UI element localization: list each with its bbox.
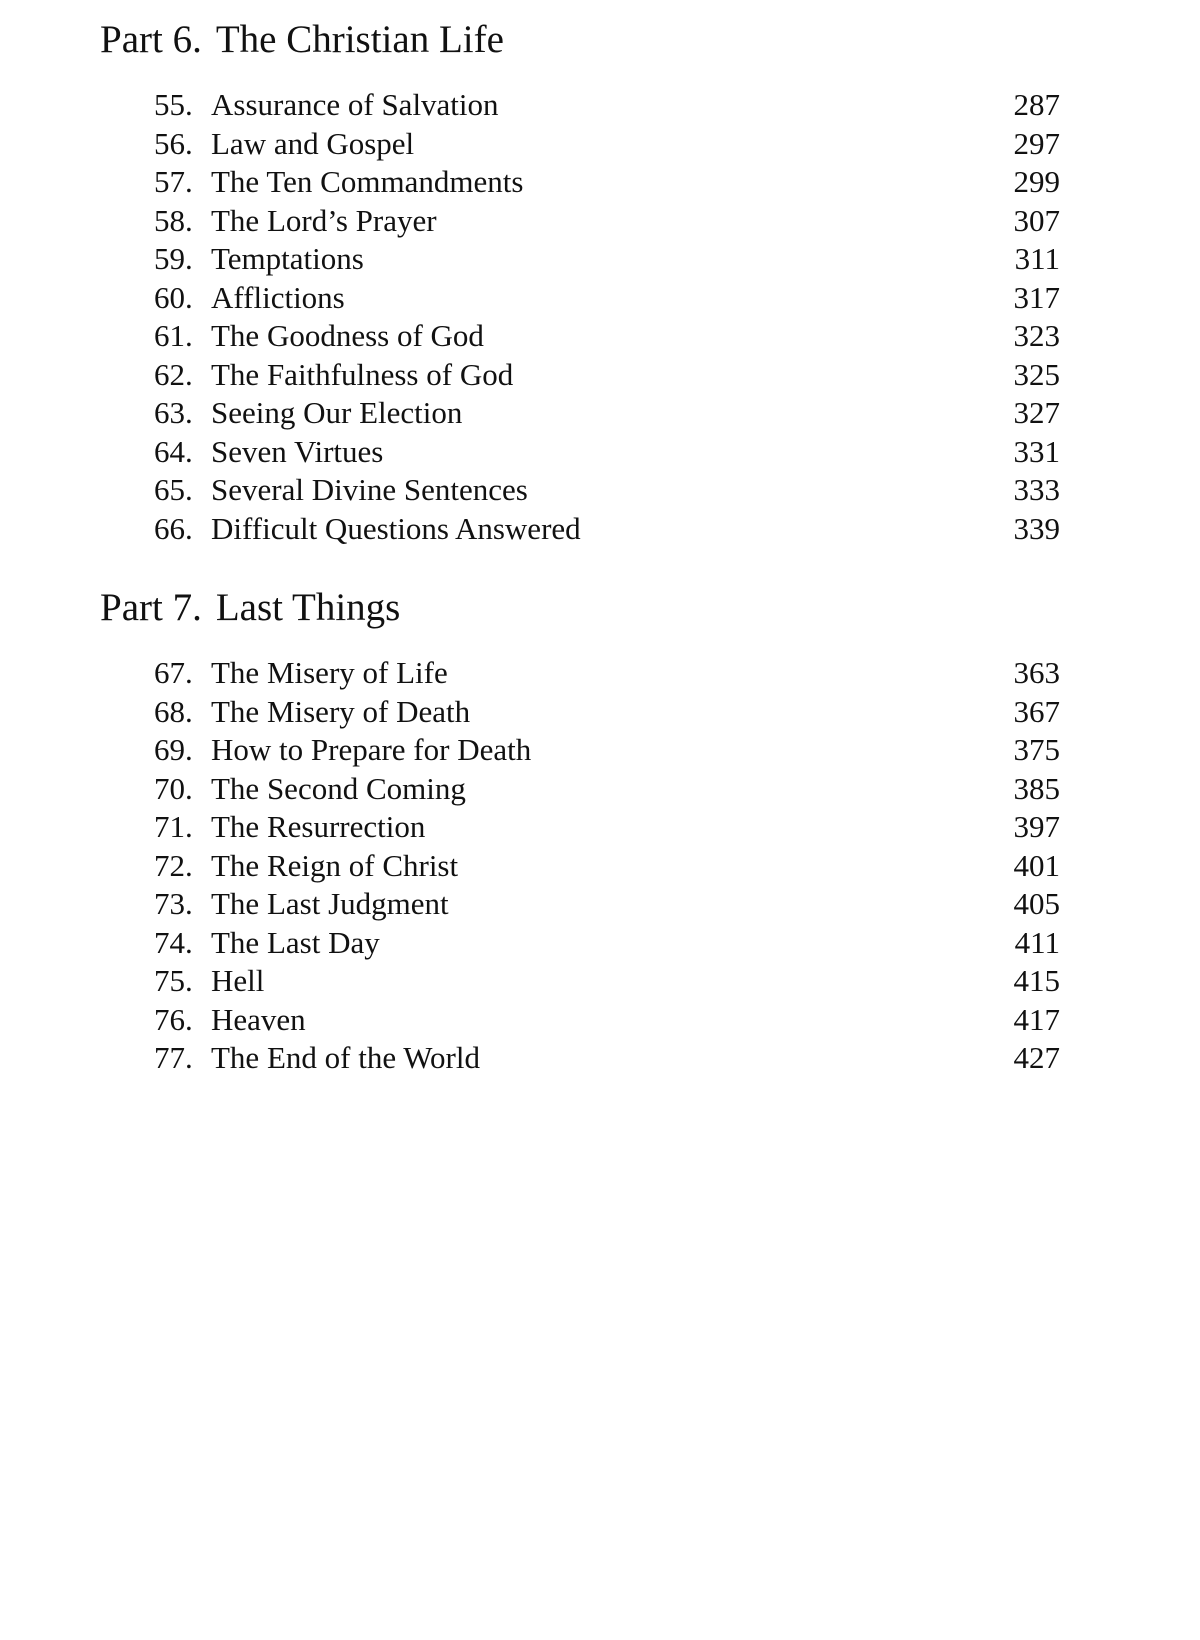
page-number: 385 bbox=[1013, 770, 1060, 806]
page-number: 415 bbox=[1013, 963, 1060, 998]
chapter-number: 60. bbox=[154, 279, 193, 315]
part-6-section bbox=[100, 14, 1060, 548]
chapter-title: The Last Judgment bbox=[211, 886, 449, 921]
part-title: The Christian Life bbox=[215, 18, 504, 61]
toc-entry[interactable] bbox=[100, 433, 1060, 472]
toc-entry[interactable] bbox=[100, 163, 1060, 202]
toc-entry[interactable] bbox=[100, 962, 1060, 1001]
toc-entry[interactable] bbox=[100, 394, 1060, 433]
page-number: 411 bbox=[1014, 924, 1060, 960]
page-number: 375 bbox=[1013, 732, 1060, 767]
page-number: 325 bbox=[1013, 356, 1060, 392]
chapter-number: 75. bbox=[154, 963, 193, 998]
chapter-title: Afflictions bbox=[211, 279, 345, 315]
page-number: 339 bbox=[1013, 510, 1060, 546]
part-heading bbox=[100, 582, 1060, 634]
toc-entry[interactable] bbox=[100, 885, 1060, 924]
chapter-number: 55. bbox=[154, 87, 193, 122]
page-number: 401 bbox=[1013, 847, 1060, 883]
toc-entry[interactable] bbox=[100, 356, 1060, 395]
page-number: 287 bbox=[1013, 87, 1060, 122]
chapter-number: 72. bbox=[154, 847, 193, 883]
chapter-title: The Reign of Christ bbox=[211, 847, 459, 883]
table-of-contents bbox=[100, 14, 1060, 1078]
chapter-number: 73. bbox=[154, 886, 193, 921]
page-number: 427 bbox=[1013, 1040, 1060, 1075]
chapter-title: The End of the World bbox=[211, 1040, 480, 1075]
chapter-title: Temptations bbox=[211, 241, 364, 276]
page-number: 307 bbox=[1013, 202, 1060, 238]
chapter-list bbox=[100, 654, 1060, 1078]
toc-entry[interactable] bbox=[100, 279, 1060, 318]
chapter-number: 77. bbox=[154, 1040, 193, 1075]
chapter-number: 74. bbox=[154, 924, 193, 960]
chapter-title: Heaven bbox=[211, 1001, 306, 1037]
chapter-number: 65. bbox=[154, 472, 193, 507]
chapter-title: Seven Virtues bbox=[211, 433, 384, 469]
chapter-number: 76. bbox=[154, 1001, 193, 1037]
toc-entry[interactable] bbox=[100, 1039, 1060, 1078]
chapter-number: 61. bbox=[154, 318, 193, 353]
page-number: 417 bbox=[1013, 1001, 1060, 1037]
chapter-title: Assurance of Salvation bbox=[211, 87, 499, 122]
toc-entry[interactable] bbox=[100, 471, 1060, 510]
chapter-number: 63. bbox=[154, 395, 193, 430]
toc-entry[interactable] bbox=[100, 847, 1060, 886]
part-title: Last Things bbox=[215, 586, 401, 629]
toc-entry[interactable] bbox=[100, 808, 1060, 847]
page-number: 323 bbox=[1013, 318, 1060, 353]
chapter-title: How to Prepare for Death bbox=[211, 732, 532, 767]
toc-entry[interactable] bbox=[100, 202, 1060, 241]
chapter-number: 62. bbox=[154, 356, 193, 392]
chapter-number: 57. bbox=[154, 164, 193, 199]
chapter-title: The Second Coming bbox=[211, 770, 466, 806]
chapter-title: The Faithfulness of God bbox=[211, 356, 514, 392]
chapter-title: Several Divine Sentences bbox=[211, 472, 528, 507]
toc-entry[interactable] bbox=[100, 731, 1060, 770]
chapter-number: 66. bbox=[154, 510, 193, 546]
toc-entry[interactable] bbox=[100, 770, 1060, 809]
chapter-number: 67. bbox=[154, 655, 193, 690]
chapter-number: 56. bbox=[154, 125, 193, 161]
toc-entry[interactable] bbox=[100, 654, 1060, 693]
chapter-list bbox=[100, 86, 1060, 548]
chapter-title: The Misery of Life bbox=[211, 655, 448, 690]
chapter-number: 69. bbox=[154, 732, 193, 767]
chapter-title: The Ten Commandments bbox=[211, 164, 524, 199]
part-label: Part 7. bbox=[100, 586, 202, 629]
toc-entry[interactable] bbox=[100, 1001, 1060, 1040]
chapter-title: The Goodness of God bbox=[211, 318, 484, 353]
chapter-title: The Lord’s Prayer bbox=[211, 202, 437, 238]
part-label: Part 6. bbox=[100, 18, 202, 61]
page-number: 327 bbox=[1013, 395, 1060, 430]
chapter-number: 64. bbox=[154, 433, 193, 469]
part-7-section bbox=[100, 582, 1060, 1078]
page-number: 331 bbox=[1013, 433, 1060, 469]
page-number: 367 bbox=[1013, 693, 1060, 729]
toc-entry[interactable] bbox=[100, 125, 1060, 164]
chapter-title: The Misery of Death bbox=[211, 693, 471, 729]
page-number: 311 bbox=[1014, 241, 1060, 276]
chapter-title: Difficult Questions Answered bbox=[211, 510, 581, 546]
chapter-number: 59. bbox=[154, 241, 193, 276]
page-number: 299 bbox=[1013, 164, 1060, 199]
chapter-title: The Resurrection bbox=[211, 809, 426, 844]
page-number: 397 bbox=[1013, 809, 1060, 844]
toc-entry[interactable] bbox=[100, 693, 1060, 732]
toc-entry[interactable] bbox=[100, 924, 1060, 963]
chapter-title: Hell bbox=[211, 963, 265, 998]
chapter-title: Seeing Our Election bbox=[211, 395, 463, 430]
page-number: 405 bbox=[1013, 886, 1060, 921]
toc-entry[interactable] bbox=[100, 510, 1060, 549]
page-number: 317 bbox=[1013, 279, 1060, 315]
page-number: 363 bbox=[1013, 655, 1060, 690]
toc-entry[interactable] bbox=[100, 317, 1060, 356]
chapter-number: 68. bbox=[154, 693, 193, 729]
page-number: 333 bbox=[1013, 472, 1060, 507]
chapter-title: Law and Gospel bbox=[211, 125, 415, 161]
chapter-number: 71. bbox=[154, 809, 193, 844]
part-heading bbox=[100, 14, 1060, 66]
chapter-number: 58. bbox=[154, 202, 193, 238]
toc-entry[interactable] bbox=[100, 86, 1060, 125]
page-number: 297 bbox=[1013, 125, 1060, 161]
chapter-title: The Last Day bbox=[211, 924, 380, 960]
toc-entry[interactable] bbox=[100, 240, 1060, 279]
chapter-number: 70. bbox=[154, 770, 193, 806]
